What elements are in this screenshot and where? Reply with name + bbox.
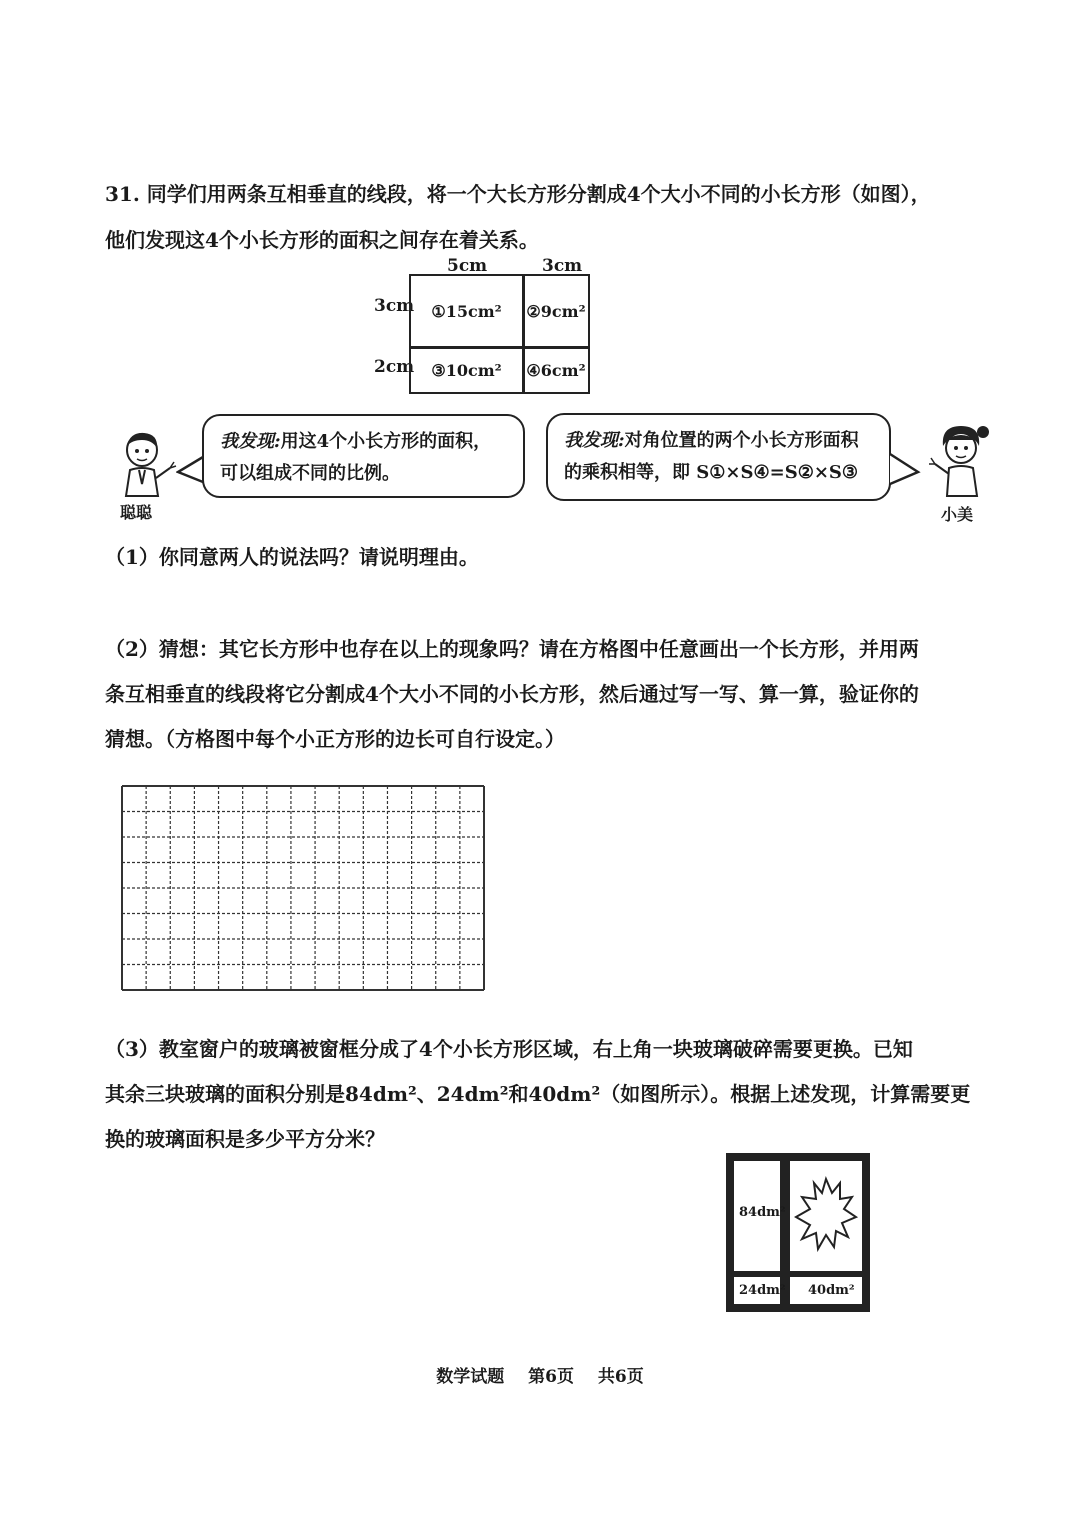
pane-label-84: 84dm² [739,1205,786,1220]
cell-3: ③10cm² [431,361,502,380]
part1-question: （1）你同意两人的说法吗？请说明理由。 [105,545,479,569]
top-label-5cm: 5cm [447,256,488,276]
girl-character-icon [925,420,995,498]
cell-4: ④6cm² [526,361,586,380]
footer-total: 共6页 [597,1367,644,1387]
part3-line3: 换的玻璃面积是多少平方分米？ [105,1127,385,1151]
question-intro-line1 [105,180,935,208]
page-footer [0,1362,1080,1387]
part2-line2: 条互相垂直的线段将它分割成4个大小不同的小长方形，然后通过写一写、算一算，验证你的 [105,682,919,706]
pane-top-right [790,1161,862,1271]
right-bubble-lead: 我发现: [564,430,625,451]
broken-glass-icon [790,1161,862,1271]
right-bubble-line1: 对角位置的两个小长方形面积 [624,430,859,451]
left-bubble-lead: 我发现: [220,431,281,452]
question-number: 31. [105,182,140,206]
cell-2: ②9cm² [526,301,586,321]
pane-label-24: 24dm² [739,1283,786,1298]
big-rectangle [409,274,590,394]
right-speech-bubble [546,413,891,501]
window-figure [726,1153,870,1312]
top-label-3cm: 3cm [542,256,583,276]
left-speech-bubble [202,414,525,498]
right-bubble-tail [888,450,922,490]
left-character-name: 聪聪 [120,503,153,522]
footer-subject: 数学试题 [436,1367,505,1387]
part2-line1: （2）猜想：其它长方形中也存在以上的现象吗？请在方格图中任意画出一个长方形，并用两 [105,637,919,661]
boy-character-icon [112,428,182,498]
question-intro-text: 同学们用两条互相垂直的线段，将一个大长方形分割成4个大小不同的小长方形（如图）， [146,182,931,206]
side-label-2cm: 2cm [374,357,415,377]
pane-label-40: 40dm² [808,1283,855,1298]
cell-1: ①15cm² [431,301,502,321]
side-label-3cm: 3cm [374,296,415,316]
footer-page: 第6页 [528,1367,574,1387]
square-grid[interactable] [120,784,486,992]
right-bubble-line2: 的乘积相等，即 S①×S④=S②×S③ [564,462,859,483]
part3-line2: 其余三块玻璃的面积分别是84dm²、24dm²和40dm²（如图所示）。根据上述发现，计算需要更 [105,1082,971,1106]
left-bubble-line1: 用这4个小长方形的面积， [280,431,492,452]
part3-line1: （3）教室窗户的玻璃被窗框分成了4个小长方形区域，右上角一块玻璃破碎需要更换。已知 [105,1037,913,1061]
part2-line3: 猜想。（方格图中每个小正方形的边长可自行设定。） [105,727,565,751]
right-character-name: 小美 [941,505,974,524]
question-intro-line2: 他们发现这4个小长方形的面积之间存在着关系。 [105,228,539,252]
left-bubble-line2: 可以组成不同的比例。 [220,463,400,484]
